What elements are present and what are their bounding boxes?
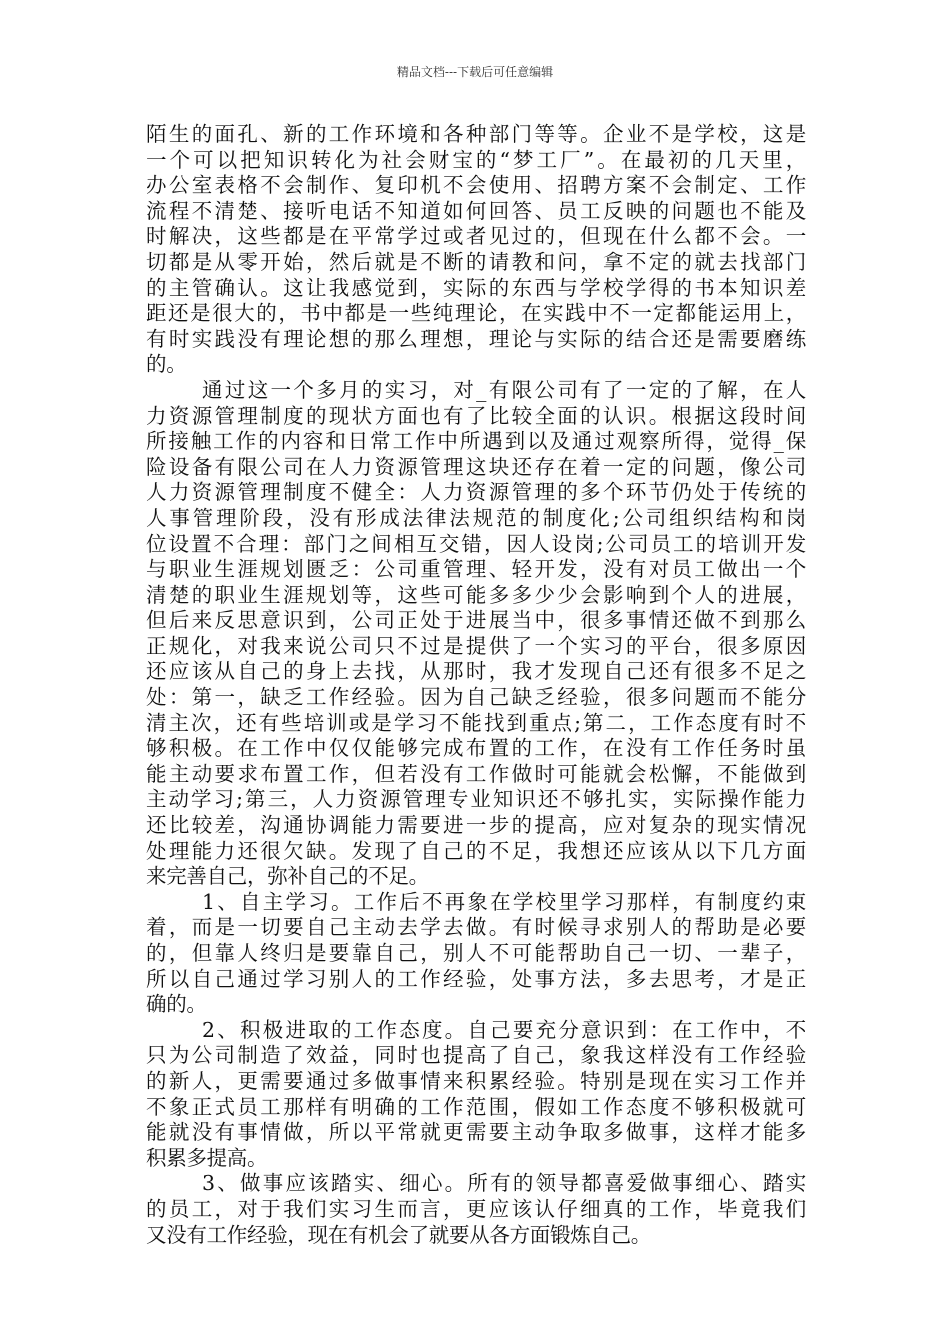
text-line: 又没有工作经验，现在有机会了就要从各方面锻炼自己。 [146,1222,651,1247]
text-line: 正规化，对我来说公司只不过是提供了一个实习的平台，很多原因 [146,633,806,658]
text-line: 人事管理阶段，没有形成法律法规范的制度化;公司组织结构和岗 [146,505,806,530]
text-line: 着，而是一切要自己主动去学去做。有时候寻求别人的帮助是必要 [146,915,806,940]
text-line: 陌生的面孔、新的工作环境和各种部门等等。企业不是学校，这是 [146,122,806,146]
text-line: 所接触工作的内容和日常工作中所遇到以及通过观察所得，觉得_保 [146,429,806,454]
text-line: 的。 [146,352,187,377]
text-line: 来完善自己，弥补自己的不足。 [146,864,429,889]
text-line: 险设备有限公司在人力资源管理这块还存在着一定的问题，像公司 [146,454,806,479]
text-line: 2、积极进取的工作态度。自己要充分意识到：在工作中，不 [202,1017,806,1042]
text-line: 能就没有事情做，所以平常就更需要主动争取多做事，这样才能多 [146,1120,806,1145]
text-line: 主动学习;第三，人力资源管理专业知识还不够扎实，实际操作能力 [146,787,806,812]
text-line: 的新人，更需要通过多做事情来积累经验。特别是现在实习工作并 [146,1068,806,1093]
text-line: 1、自主学习。工作后不再象在学校里学习那样，有制度约束 [202,889,806,914]
text-line: 有时实践没有理论想的那么理想，理论与实际的结合还是需要磨练 [146,326,806,351]
text-line: 流程不清楚、接听电话不知道如何回答、员工反映的问题也不能及 [146,198,806,223]
text-line: 的员工，对于我们实习生而言，更应该认仔细真的工作，毕竟我们 [146,1196,806,1221]
text-line: 一个可以把知识转化为社会财宝的“梦工厂”。在最初的几天里， [146,147,806,172]
text-line: 的，但靠人终归是要靠自己，别人不可能帮助自己一切、一辈子， [146,941,806,965]
text-line: 清楚的职业生涯规划等，这些可能多多少少会影响到个人的进展， [146,582,806,607]
text-line: 3、做事应该踏实、细心。所有的领导都喜爱做事细心、踏实 [202,1171,806,1196]
paragraph [146,890,806,1018]
text-line: 确的。 [146,992,207,1017]
text-line: 与职业生涯规划匮乏：公司重管理、轻开发，没有对员工做出一个 [146,557,806,582]
paragraph [146,1171,806,1248]
text-line: 够积极。在工作中仅仅能够完成布置的工作，在没有工作任务时虽 [146,736,806,761]
text-line: 处：第一，缺乏工作经验。因为自己缺乏经验，很多问题而不能分 [146,685,806,710]
text-line: 人力资源管理制度不健全：人力资源管理的多个环节仍处于传统的 [146,480,806,505]
text-line: 清主次，还有些培训或是学习不能找到重点;第二，工作态度有时不 [146,710,806,735]
text-line: 能主动要求布置工作，但若没有工作做时可能就会松懈，不能做到 [146,761,806,786]
text-line: 位设置不合理：部门之间相互交错，因人设岗;公司员工的培训开发 [146,531,806,556]
page-header: 精品文档---下载后可任意编辑 [396,65,554,79]
text-line: 但后来反思意识到，公司正处于进展当中，很多事情还做不到那么 [146,608,806,633]
text-line: 还应该从自己的身上去找，从那时，我才发现自己还有很多不足之 [146,659,806,684]
text-line: 的主管确认。这让我感觉到，实际的东西与学校学得的书本知识差 [146,275,806,300]
text-line: 通过这一个多月的实习，对_有限公司有了一定的了解，在人 [202,377,806,402]
document-body [146,122,806,1248]
text-line: 时解决，这些都是在平常学过或者见过的，但现在什么都不会。一 [146,224,806,249]
paragraph [146,1018,806,1172]
text-line: 所以自己通过学习别人的工作经验，处事方法，多去思考，才是正 [146,966,806,991]
paragraph [146,378,806,890]
text-line: 只为公司制造了效益，同时也提高了自己，象我这样没有工作经验 [146,1043,806,1068]
text-line: 还比较差，沟通协调能力需要进一步的提高，应对复杂的现实情况 [146,813,806,838]
text-line: 积累多提高。 [146,1145,268,1170]
text-line: 力资源管理制度的现状方面也有了比较全面的认识。根据这段时间 [146,403,806,428]
text-line: 办公室表格不会制作、复印机不会使用、招聘方案不会制定、工作 [146,173,806,198]
text-line: 不象正式员工那样有明确的工作范围，假如工作态度不够积极就可 [146,1094,806,1119]
text-line: 处理能力还很欠缺。发现了自己的不足，我想还应该从以下几方面 [146,838,806,863]
text-line: 距还是很大的，书中都是一些纯理论，在实践中不一定都能运用上， [146,301,806,326]
text-line: 切都是从零开始，然后就是不断的请教和问，拿不定的就去找部门 [146,249,806,274]
paragraph [146,122,806,378]
